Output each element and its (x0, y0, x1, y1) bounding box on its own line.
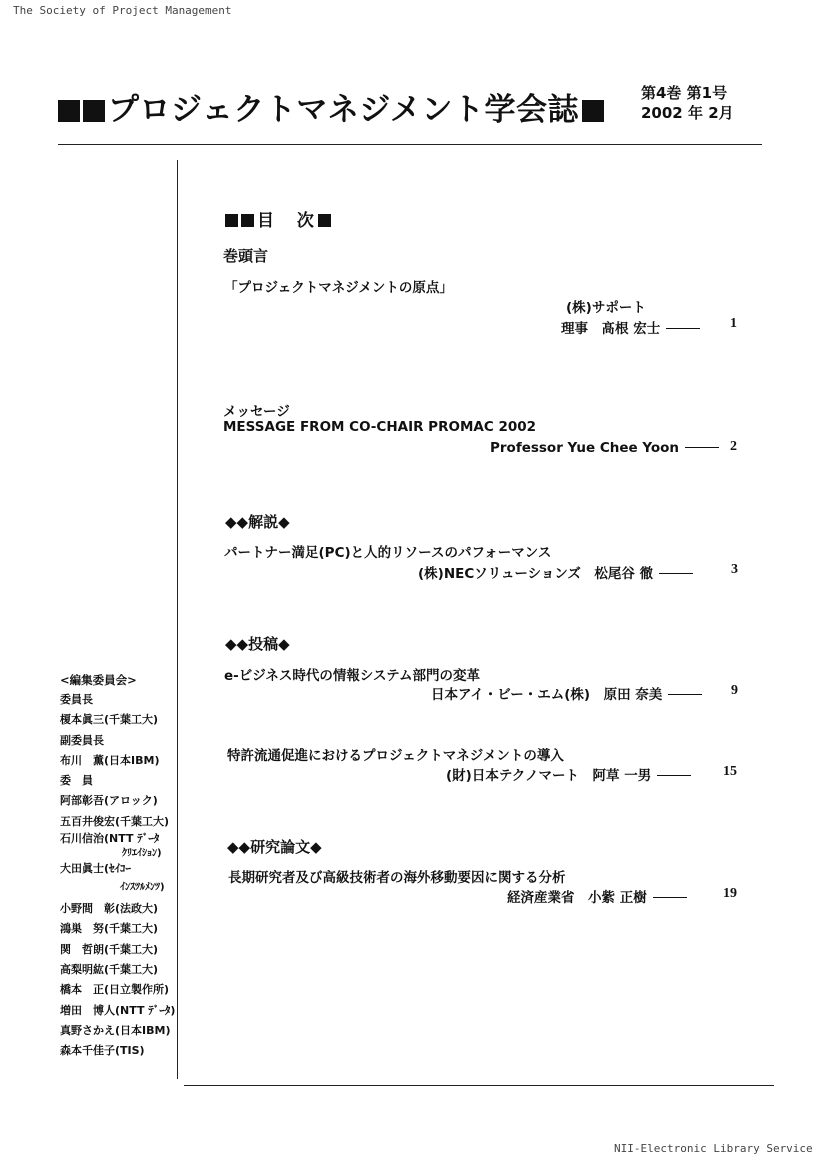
committee-line: 榎本眞三(千葉工大) (60, 713, 159, 727)
toc-heading (225, 206, 334, 231)
author-name: Professor Yue Chee Yoon (490, 440, 680, 456)
committee-line: 関 哲朗(千葉工大) (60, 942, 159, 956)
header-rule (58, 144, 762, 145)
author-name: 日本アイ・ビー・エム(株) 原田 奈美 (431, 687, 663, 703)
committee-line: 真野さかえ(日本IBM) (60, 1023, 171, 1037)
leader-dash (653, 897, 687, 898)
committee-line: 副委員長 (60, 733, 104, 747)
page-number: 15 (723, 764, 737, 779)
author-name: (株)NECソリューションズ 松尾谷 徹 (418, 566, 654, 582)
square-icon (318, 214, 331, 227)
page-number: 9 (731, 683, 738, 698)
journal-title-text: プロジェクトマネジメント学会誌 (108, 92, 579, 128)
article-title[interactable]: 長期研究者及び高級技術者の海外移動要因に関する分析 (228, 870, 566, 886)
author-name: (財)日本テクノマート 阿草 一男 (446, 768, 652, 784)
committee-line: 委員長 (60, 693, 93, 706)
article-title[interactable]: e-ビジネス時代の情報システム部門の変革 (224, 668, 481, 684)
volume-issue: 第4巻 第1号 (641, 84, 728, 102)
toc-heading-text: 目 次 (257, 211, 314, 231)
article-title[interactable]: MESSAGE FROM CO-CHAIR PROMAC 2002 (223, 419, 537, 435)
committee-line: ｸﾘｴｲｼｮﾝ) (122, 848, 162, 860)
committee-line: 五百井俊宏(千葉工大) (60, 814, 170, 828)
committee-list (60, 690, 175, 1061)
committee-line: 森本千佳子(TIS) (60, 1044, 145, 1058)
committee-line: 小野間 彰(法政大) (60, 902, 159, 916)
square-icon (225, 214, 238, 227)
article-title[interactable]: パートナー満足(PC)と人的リソースのパフォーマンス (224, 545, 552, 561)
page-number: 1 (730, 316, 737, 331)
leader-dash (659, 573, 693, 574)
page-number: 2 (730, 439, 737, 454)
page-number: 3 (731, 562, 738, 577)
committee-line: ｲﾝｽﾂﾙﾒﾝﾂ) (120, 882, 165, 894)
committee-line: 鴻巣 努(千葉工大) (60, 922, 159, 936)
committee-line: 大田眞士(ｾｲｺｰ (60, 862, 132, 876)
square-icon (58, 100, 80, 122)
toc-entry-author (490, 440, 725, 456)
section-heading: ◆◆研究論文◆ (227, 838, 322, 856)
toc-entry-author (431, 683, 708, 703)
toc-entry-author (418, 562, 699, 582)
committee-line: 阿部彰吾(アロック) (60, 794, 158, 808)
leader-dash (685, 447, 719, 448)
author-name: 理事 髙根 宏士 (561, 321, 661, 337)
issue-date: 2002 年 2月 (641, 104, 734, 122)
committee-line: 橋本 正(日立製作所) (60, 983, 170, 997)
committee-line: 布川 薫(日本IBM) (60, 753, 160, 767)
toc-entry-author (446, 764, 697, 784)
author-name: 経済産業省 小紫 正樹 (507, 890, 647, 906)
section-heading: メッセージ (223, 404, 290, 420)
library-service: NII-Electronic Library Service (614, 1142, 813, 1155)
square-icon (83, 100, 105, 122)
committee-line: 委 員 (60, 774, 93, 788)
committee-line: 増田 博人(NTT ﾃﾞｰﾀ) (60, 1003, 176, 1017)
square-icon (582, 100, 604, 122)
page-number: 19 (723, 886, 737, 901)
toc-entry-author (507, 886, 693, 906)
section-heading: ◆◆解説◆ (225, 513, 290, 531)
leader-dash (657, 775, 691, 776)
author-affiliation: (株)サポート (566, 300, 646, 316)
toc-entry-author (561, 317, 706, 337)
journal-title (58, 84, 607, 129)
section-heading: ◆◆投稿◆ (225, 635, 290, 653)
section-heading: 巻頭言 (223, 247, 269, 265)
square-icon (241, 214, 254, 227)
article-title[interactable]: 「プロジェクトマネジメントの原点」 (224, 280, 453, 296)
column-divider (177, 160, 178, 1079)
footer-rule (184, 1085, 774, 1086)
committee-line: 高梨明紘(千葉工大) (60, 962, 159, 976)
committee-line: 石川信治(NTT ﾃﾞｰﾀ (60, 832, 160, 846)
leader-dash (668, 694, 702, 695)
committee-heading: <編集委員会> (60, 673, 137, 687)
leader-dash (666, 328, 700, 329)
society-name: The Society of Project Management (13, 4, 232, 17)
article-title[interactable]: 特許流通促進におけるプロジェクトマネジメントの導入 (227, 748, 564, 764)
